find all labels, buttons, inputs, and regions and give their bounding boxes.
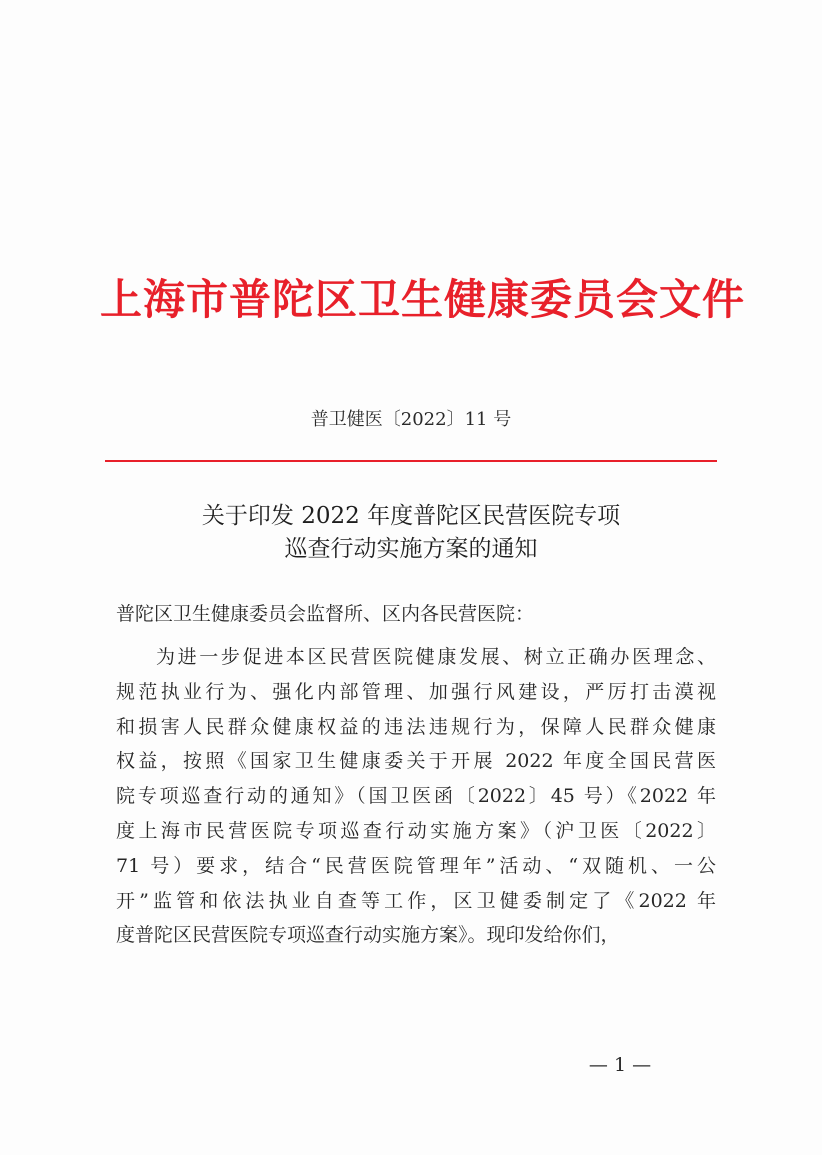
body-line: 度普陀区民营医院专项巡查行动实施方案》。现印发给你们， xyxy=(116,924,620,947)
page-number: — 1 — xyxy=(588,1054,652,1076)
body-line: 院专项巡查行动的通知》（国卫医函〔2022〕45 号）《2022 年 xyxy=(116,785,716,808)
body-line: 和损害人民群众健康权益的违法违规行为，保障人民群众健康 xyxy=(116,715,716,738)
body-line: 开”监管和依法执业自查等工作，区卫健委制定了《2022 年 xyxy=(116,889,716,912)
masthead-title: 上海市普陀区卫生健康委员会文件 xyxy=(100,275,746,324)
body-line: 为进一步促进本区民营医院健康发展、树立正确办医理念、 xyxy=(156,646,716,668)
notice-title-line-2: 巡查行动实施方案的通知 xyxy=(284,536,538,562)
body-paragraph xyxy=(116,640,716,953)
body-line: 度上海市民营医院专项巡查行动实施方案》（沪卫医〔2022〕 xyxy=(116,819,716,842)
body-line: 71 号）要求，结合“民营医院管理年”活动、“双随机、一公 xyxy=(116,854,716,877)
salutation: 普陀区卫生健康委员会监督所、区内各民营医院： xyxy=(116,603,535,625)
notice-title xyxy=(100,500,722,566)
body-line: 权益，按照《国家卫生健康委关于开展 2022 年度全国民营医 xyxy=(116,750,716,773)
document-number: 普卫健医〔2022〕11 号 xyxy=(310,409,512,430)
notice-title-line-1: 关于印发 2022 年度普陀区民营医院专项 xyxy=(201,503,621,529)
red-separator-line xyxy=(105,460,717,462)
body-line: 规范执业行为、强化内部管理、加强行风建设，严厉打击漠视 xyxy=(116,680,716,703)
